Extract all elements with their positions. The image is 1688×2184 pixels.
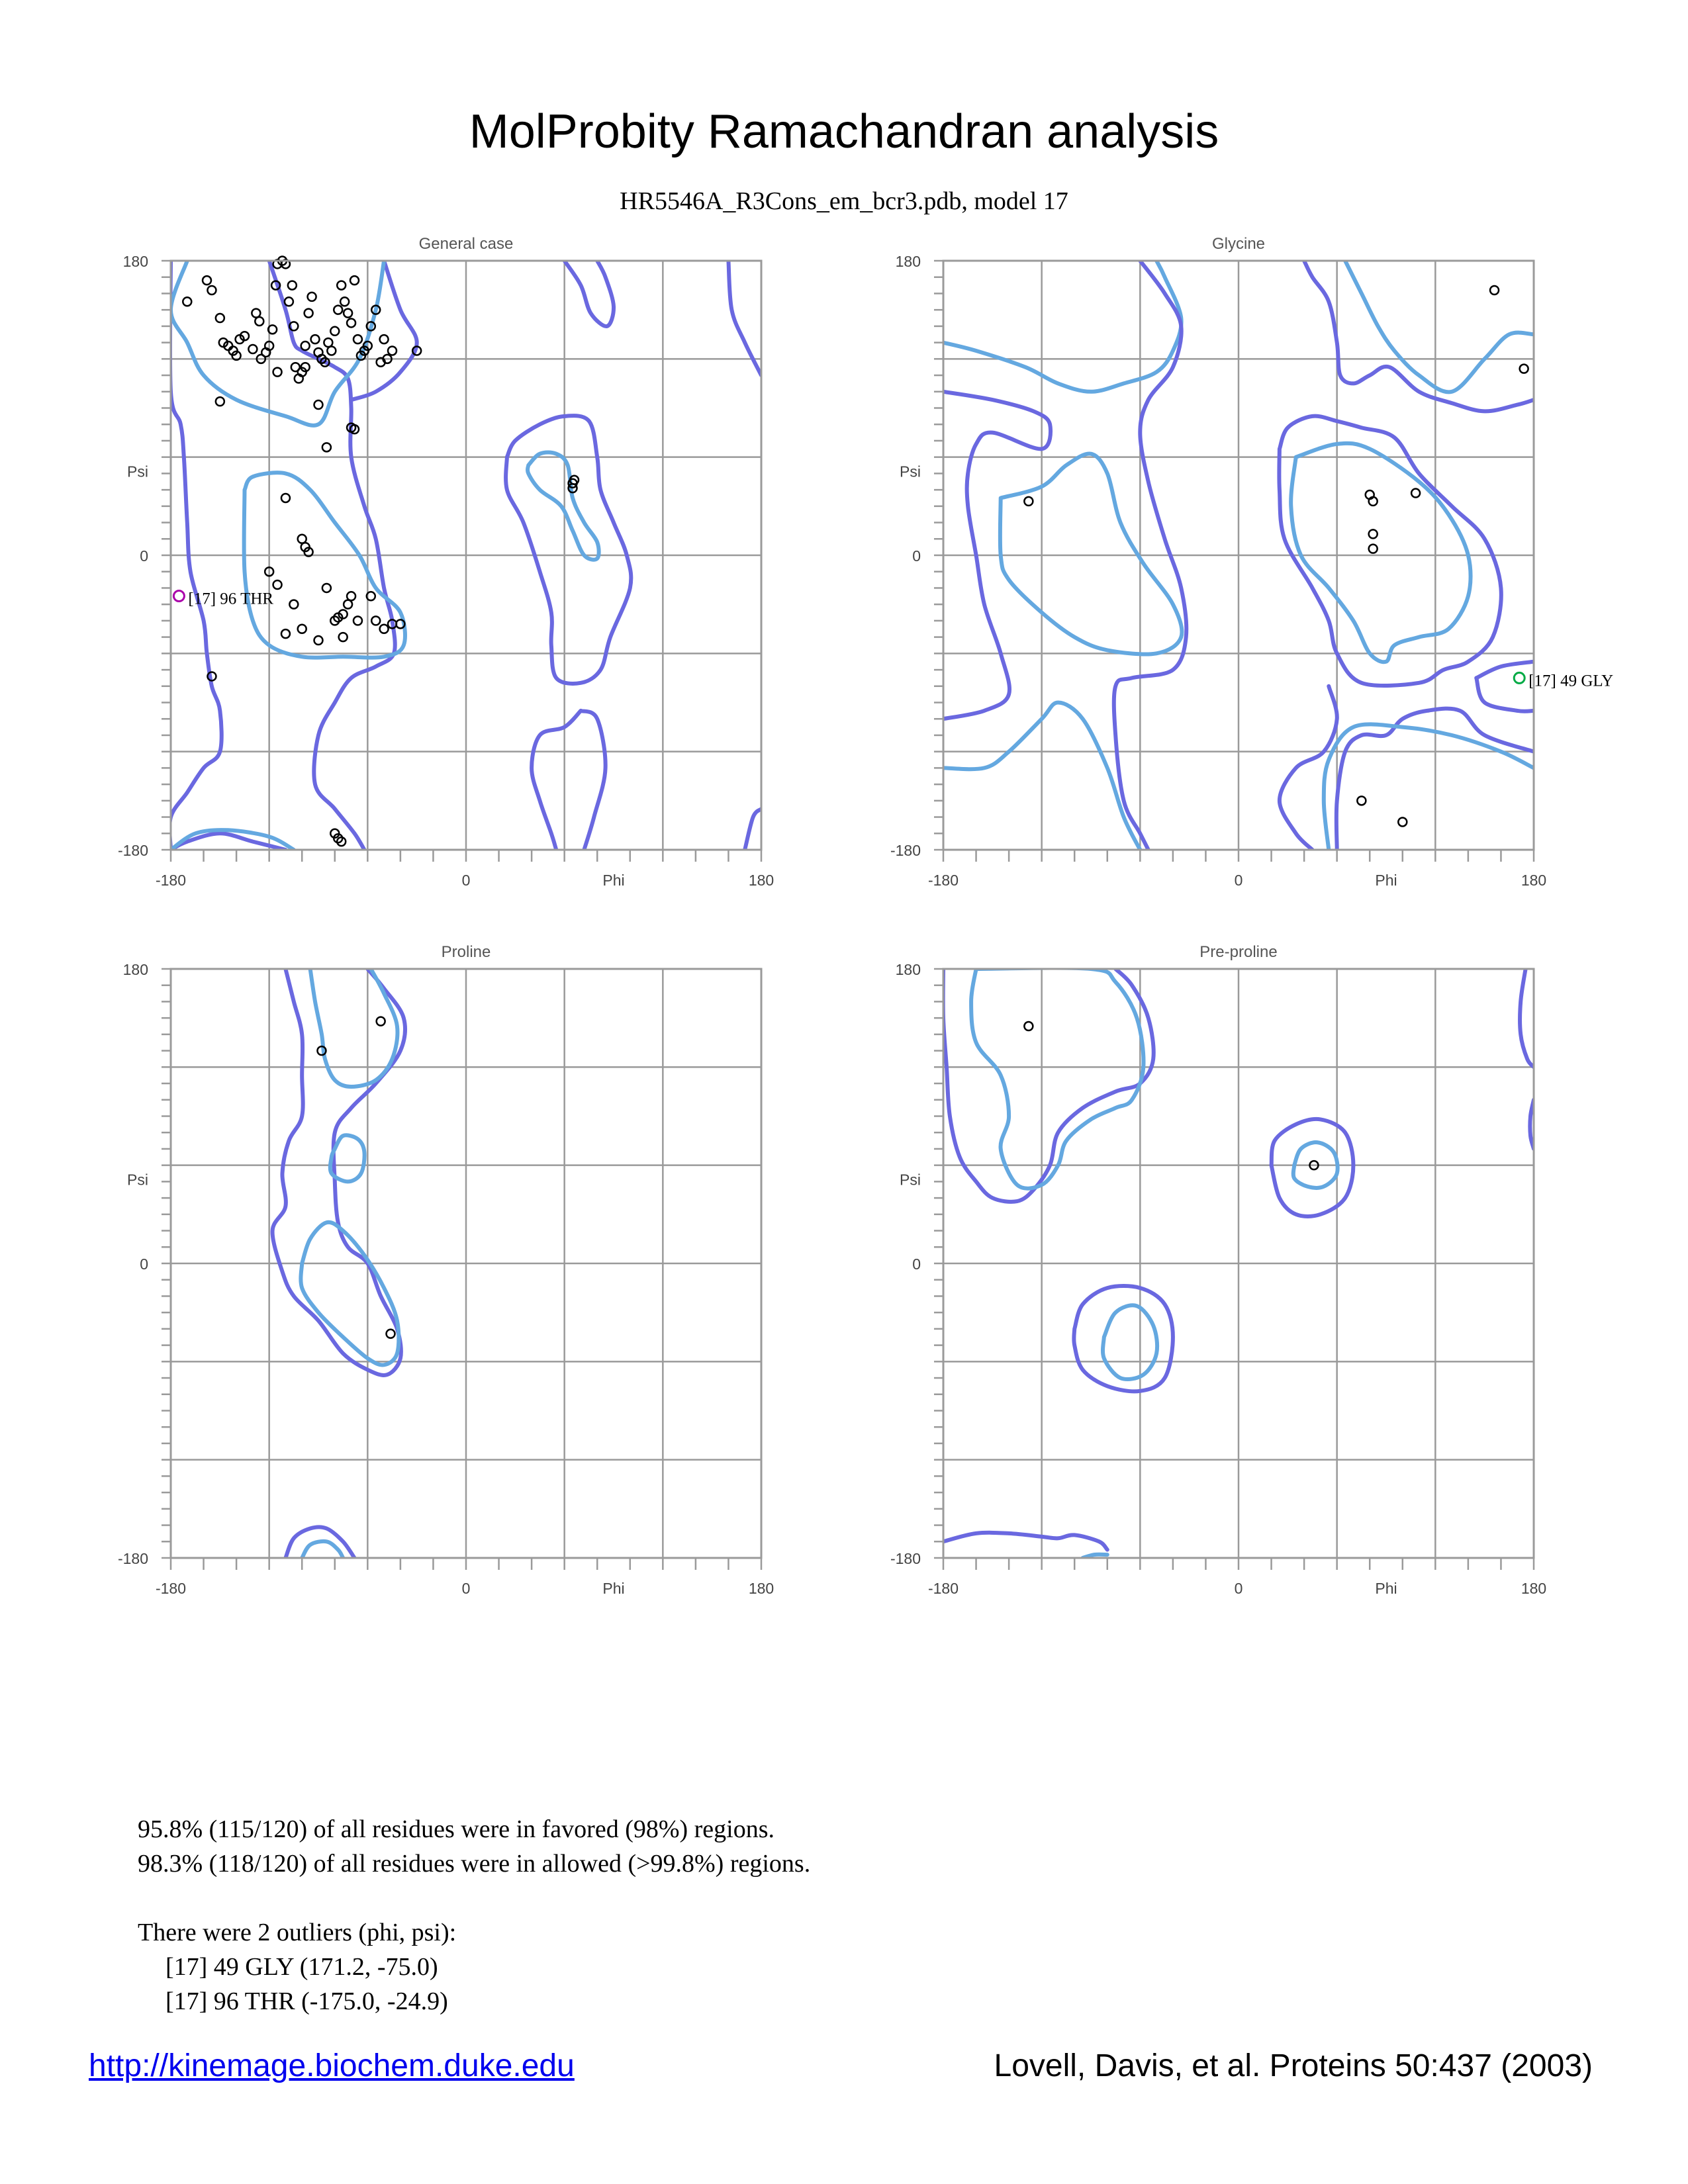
contour-allowed <box>943 1533 1107 1550</box>
contour-allowed <box>1476 662 1534 678</box>
residue-point <box>347 318 355 327</box>
contour-allowed <box>506 416 631 684</box>
residue-point <box>298 625 306 633</box>
x-tick-label: 180 <box>1521 872 1547 889</box>
y-tick-label: -180 <box>117 1550 148 1567</box>
x-tick-label: -180 <box>155 1580 187 1597</box>
page-subtitle: HR5546A_R3Cons_em_bcr3.pdb, model 17 <box>620 187 1068 215</box>
y-tick-label: 0 <box>140 547 148 565</box>
plot-3 <box>890 943 1546 1597</box>
residue-point <box>285 297 293 306</box>
x-tick-label: -180 <box>927 872 959 889</box>
residue-point <box>337 281 346 290</box>
contour-favored <box>943 261 1182 392</box>
citation: Lovell, Davis, et al. Proteins 50:437 (2003) <box>994 2048 1593 2083</box>
contour-favored <box>1000 453 1182 654</box>
residue-point <box>308 293 316 301</box>
contour-allowed <box>565 261 614 326</box>
contour-allowed <box>1280 686 1337 850</box>
x-tick-label: 180 <box>1521 1580 1547 1597</box>
outlier-point <box>1514 672 1524 683</box>
x-tick-label: -180 <box>155 872 187 889</box>
x-tick-label: 0 <box>461 872 471 889</box>
residue-point <box>255 317 263 326</box>
residue-point <box>281 629 290 638</box>
plot-title: Pre-proline <box>1199 943 1278 961</box>
contour-favored <box>301 1222 399 1365</box>
residue-point <box>216 314 224 322</box>
residue-point <box>248 345 257 353</box>
residue-point <box>1398 817 1407 826</box>
contour-allowed <box>352 261 417 400</box>
outlier-point <box>173 591 184 602</box>
residue-point <box>216 397 224 406</box>
residue-point <box>314 400 323 409</box>
outliers-header: There were 2 outliers (phi, psi): <box>138 1919 457 1946</box>
outlier-label: [17] 49 GLY <box>1528 672 1614 690</box>
x-tick-label: 0 <box>1234 872 1243 889</box>
residue-point <box>305 309 313 318</box>
residue-point <box>1357 796 1366 805</box>
residue-point <box>380 625 389 633</box>
contour-allowed <box>1476 678 1534 711</box>
plot-title: Glycine <box>1211 235 1266 253</box>
residue-point <box>273 368 282 377</box>
residue-point <box>371 616 380 625</box>
y-tick-label: -180 <box>890 1550 921 1567</box>
x-axis-label: Phi <box>602 872 625 889</box>
residue-point <box>314 636 323 645</box>
residue-point <box>207 286 216 295</box>
page-title: MolProbity Ramachandran analysis <box>469 105 1219 158</box>
y-tick-label: 180 <box>122 961 148 978</box>
residue-point <box>289 600 298 609</box>
y-tick-label: 0 <box>912 1255 921 1273</box>
y-axis-label: Psi <box>127 463 148 480</box>
residue-point <box>252 309 260 318</box>
contour-allowed <box>1272 1119 1354 1216</box>
residue-point <box>347 592 355 600</box>
x-tick-label: -180 <box>927 1580 959 1597</box>
residue-point <box>353 335 362 343</box>
plot-2 <box>118 943 774 1597</box>
x-axis-label: Phi <box>602 1580 625 1597</box>
residue-point <box>1411 489 1420 498</box>
residue-point <box>380 335 389 343</box>
outlier-line: [17] 49 GLY (171.2, -75.0) <box>165 1953 438 1981</box>
residue-point <box>334 306 342 314</box>
x-tick-label: 0 <box>461 1580 471 1597</box>
residue-point <box>281 494 290 502</box>
x-axis-label: Phi <box>1375 1580 1397 1597</box>
x-tick-label: 180 <box>748 1580 774 1597</box>
residue-point <box>387 1330 395 1338</box>
residue-point <box>344 309 352 318</box>
residue-point <box>330 327 339 336</box>
y-tick-label: 0 <box>140 1255 148 1273</box>
residue-point <box>183 297 191 306</box>
outlier-line: [17] 96 THR (-175.0, -24.9) <box>165 1987 448 2015</box>
residue-point <box>327 346 336 355</box>
plot-title: General case <box>418 235 514 253</box>
contour-allowed <box>1520 969 1534 1067</box>
contour-allowed <box>1304 261 1534 411</box>
favored-summary: 95.8% (115/120) of all residues were in favored (98%) regions. <box>138 1815 775 1843</box>
contour-allowed <box>943 969 1154 1202</box>
plot-title: Proline <box>441 943 491 961</box>
y-axis-label: Psi <box>900 1171 921 1189</box>
residue-point <box>1520 365 1528 373</box>
allowed-summary: 98.3% (118/120) of all residues were in allowed (>99.8%) regions. <box>138 1850 811 1878</box>
summary-block <box>138 1812 810 2019</box>
contour-favored <box>302 1541 343 1558</box>
residue-point <box>1369 545 1378 553</box>
y-axis-label: Psi <box>900 463 921 480</box>
y-axis-label: Psi <box>127 1171 148 1189</box>
residue-point <box>1024 497 1033 506</box>
x-tick-label: 180 <box>748 872 774 889</box>
contour-favored <box>528 453 599 560</box>
residue-point <box>340 297 349 306</box>
x-tick-label: 0 <box>1234 1580 1243 1597</box>
y-tick-label: 180 <box>122 253 148 270</box>
residue-point <box>388 346 397 355</box>
contour-favored <box>971 968 1143 1189</box>
outlier-label: [17] 96 THR <box>188 590 274 608</box>
residue-point <box>288 281 297 290</box>
residue-point <box>1369 529 1378 538</box>
contour-allowed <box>532 711 581 850</box>
residue-point <box>353 616 362 625</box>
contour-allowed <box>273 969 405 1375</box>
plot-0 <box>118 235 774 889</box>
residue-point <box>301 341 310 350</box>
contour-allowed <box>745 809 761 850</box>
residue-point <box>203 276 211 285</box>
y-tick-label: -180 <box>117 842 148 859</box>
y-tick-label: 180 <box>895 253 921 270</box>
residue-point <box>350 276 359 285</box>
residue-point <box>322 584 331 592</box>
residue-point <box>322 443 331 451</box>
contour-allowed <box>581 711 605 850</box>
residue-point <box>339 633 348 641</box>
residue-point <box>273 580 282 589</box>
contour-favored <box>1291 443 1470 662</box>
residue-point <box>298 535 306 543</box>
residue-point <box>1024 1022 1033 1030</box>
kinemage-link[interactable]: http://kinemage.biochem.duke.edu <box>89 2048 575 2083</box>
y-tick-label: 180 <box>895 961 921 978</box>
residue-point <box>324 338 332 347</box>
x-axis-label: Phi <box>1375 872 1397 889</box>
residue-point <box>1490 286 1499 295</box>
residue-point <box>311 335 320 343</box>
y-tick-label: -180 <box>890 842 921 859</box>
plot-1 <box>890 235 1613 889</box>
residue-point <box>344 600 352 609</box>
residue-point <box>377 1017 385 1026</box>
contour-favored <box>1103 1305 1157 1379</box>
y-tick-label: 0 <box>912 547 921 565</box>
